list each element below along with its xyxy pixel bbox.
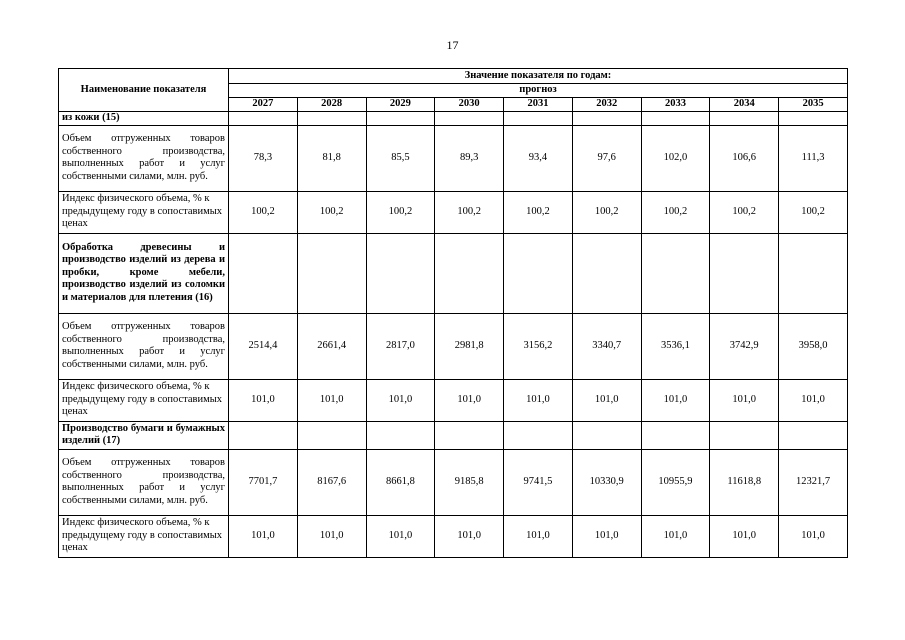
value-cell: 2817,0 — [366, 313, 435, 379]
value-cell: 100,2 — [641, 191, 710, 233]
value-cell: 100,2 — [572, 191, 641, 233]
value-cell: 10955,9 — [641, 449, 710, 515]
section-row — [59, 421, 848, 449]
value-cell: 111,3 — [779, 125, 848, 191]
value-cell: 2981,8 — [435, 313, 504, 379]
value-cell: 12321,7 — [779, 449, 848, 515]
value-cell: 3742,9 — [710, 313, 779, 379]
value-cell: 100,2 — [366, 191, 435, 233]
header-values-by-year: Значение показателя по годам: — [229, 69, 848, 84]
header-indicator-name: Наименование показателя — [59, 69, 229, 112]
value-cell: 3958,0 — [779, 313, 848, 379]
value-cell: 2514,4 — [229, 313, 298, 379]
value-cell: 106,6 — [710, 125, 779, 191]
value-cell: 11618,8 — [710, 449, 779, 515]
value-cell: 101,0 — [572, 515, 641, 557]
table-row — [59, 191, 848, 233]
indicator-label: Объем отгруженных товаров собственного производства, выполненных работ и услуг собственными силами, млн. руб. — [59, 449, 229, 515]
value-cell: 8661,8 — [366, 449, 435, 515]
page-number: 17 — [446, 38, 459, 52]
value-cell: 101,0 — [504, 515, 573, 557]
value-cell: 9741,5 — [504, 449, 573, 515]
value-cell: 101,0 — [779, 515, 848, 557]
table-header — [59, 69, 848, 112]
value-cell: 97,6 — [572, 125, 641, 191]
value-cell: 100,2 — [435, 191, 504, 233]
value-cell: 89,3 — [435, 125, 504, 191]
value-cell: 2661,4 — [297, 313, 366, 379]
value-cell: 101,0 — [641, 379, 710, 421]
value-cell: 100,2 — [297, 191, 366, 233]
value-cell: 101,0 — [572, 379, 641, 421]
value-cell: 10330,9 — [572, 449, 641, 515]
value-cell: 8167,6 — [297, 449, 366, 515]
year-cell: 2031 — [504, 97, 573, 111]
value-cell: 102,0 — [641, 125, 710, 191]
indicator-label: Индекс физического объема, % к предыдущему году в сопоставимых ценах — [59, 379, 229, 421]
year-cell: 2029 — [366, 97, 435, 111]
value-cell: 101,0 — [435, 515, 504, 557]
value-cell: 100,2 — [710, 191, 779, 233]
table-body — [59, 111, 848, 557]
indicator-label: Индекс физического объема, % к предыдущему году в сопоставимых ценах — [59, 515, 229, 557]
section-title: Обработка древесины и производство изделий из дерева и пробки, кроме мебели, производство изделий из соломки и материалов для плетения (16) — [59, 233, 229, 313]
year-cell: 2035 — [779, 97, 848, 111]
year-cell: 2032 — [572, 97, 641, 111]
section-row — [59, 233, 848, 313]
value-cell: 100,2 — [779, 191, 848, 233]
value-cell: 101,0 — [504, 379, 573, 421]
indicator-label: Объем отгруженных товаров собственного производства, выполненных работ и услуг собственными силами, млн. руб. — [59, 125, 229, 191]
value-cell: 101,0 — [297, 379, 366, 421]
table-row — [59, 449, 848, 515]
value-cell: 101,0 — [779, 379, 848, 421]
table-row — [59, 313, 848, 379]
value-cell: 100,2 — [504, 191, 573, 233]
year-cell: 2034 — [710, 97, 779, 111]
value-cell: 101,0 — [435, 379, 504, 421]
value-cell: 3536,1 — [641, 313, 710, 379]
value-cell: 101,0 — [297, 515, 366, 557]
table-row — [59, 515, 848, 557]
year-cell: 2027 — [229, 97, 298, 111]
value-cell: 101,0 — [710, 379, 779, 421]
value-cell: 101,0 — [641, 515, 710, 557]
forecast-table — [58, 68, 848, 558]
indicator-label: Индекс физического объема, % к предыдущему году в сопоставимых ценах — [59, 191, 229, 233]
value-cell: 101,0 — [710, 515, 779, 557]
section-row — [59, 111, 848, 125]
value-cell: 101,0 — [229, 515, 298, 557]
year-cell: 2030 — [435, 97, 504, 111]
year-cell: 2028 — [297, 97, 366, 111]
value-cell: 101,0 — [366, 515, 435, 557]
section-title: Производство бумаги и бумажных изделий (17) — [59, 421, 229, 449]
value-cell: 85,5 — [366, 125, 435, 191]
section-title: из кожи (15) — [59, 111, 229, 125]
value-cell: 101,0 — [366, 379, 435, 421]
value-cell: 3156,2 — [504, 313, 573, 379]
value-cell: 9185,8 — [435, 449, 504, 515]
table-row — [59, 379, 848, 421]
value-cell: 100,2 — [229, 191, 298, 233]
value-cell: 7701,7 — [229, 449, 298, 515]
value-cell: 93,4 — [504, 125, 573, 191]
value-cell: 3340,7 — [572, 313, 641, 379]
year-cell: 2033 — [641, 97, 710, 111]
table-row — [59, 125, 848, 191]
value-cell: 81,8 — [297, 125, 366, 191]
value-cell: 78,3 — [229, 125, 298, 191]
value-cell: 101,0 — [229, 379, 298, 421]
header-forecast: прогноз — [229, 84, 848, 98]
indicator-label: Объем отгруженных товаров собственного производства, выполненных работ и услуг собственными силами, млн. руб. — [59, 313, 229, 379]
